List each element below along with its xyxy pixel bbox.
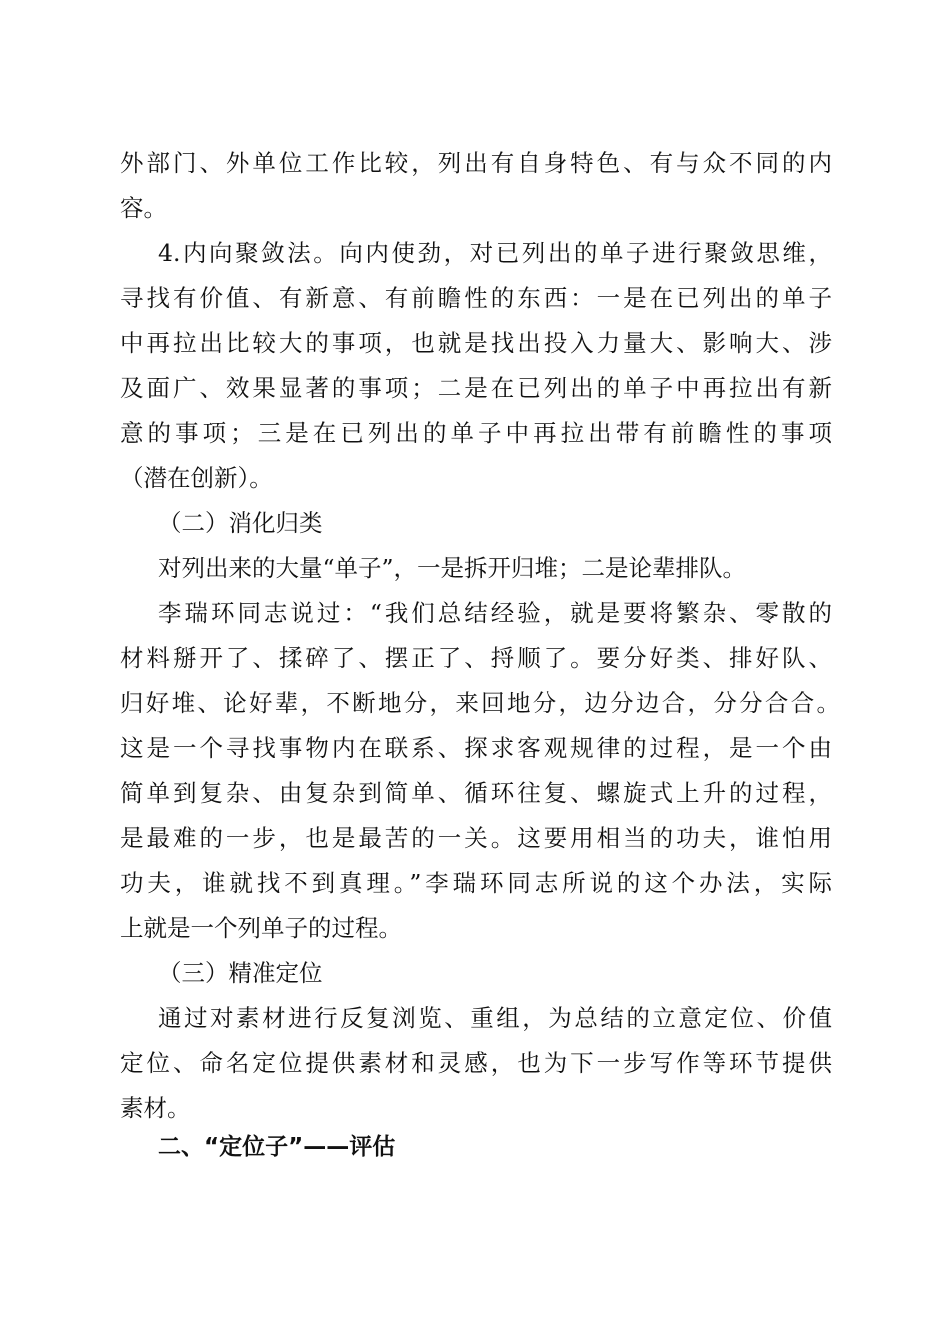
paragraph-line: 李瑞环同志说过：“我们总结经验，就是要将繁杂、零散的 [158,599,832,627]
paragraph-line: 上就是一个列单子的过程。 [120,914,402,942]
paragraph-line: 容。 [120,194,167,222]
paragraph-line: 这是一个寻找事物内在联系、探求客观规律的过程，是一个由 [120,734,832,762]
paragraph-line: 是最难的一步，也是最苦的一关。这要用相当的功夫，谁怕用 [120,824,832,852]
paragraph-line: 简单到复杂、由复杂到简单、循环往复、螺旋式上升的过程， [120,779,832,807]
paragraph-line: 寻找有价值、有新意、有前瞻性的东西：一是在已列出的单子 [120,284,832,312]
paragraph-line: 归好堆、论好辈，不断地分，来回地分，边分边合，分分合合。 [120,689,840,717]
paragraph-line: 素材。 [120,1094,191,1122]
section-heading-3: （三）精准定位 [158,959,323,987]
section-heading-2: （二）消化归类 [158,509,323,537]
chapter-heading: 二、“定位子”——评估 [158,1134,396,1160]
paragraph-line: 外部门、外单位工作比较，列出有自身特色、有与众不同的内 [120,149,832,177]
paragraph-line: （潜在创新）。 [120,464,273,492]
paragraph-line: 材料掰开了、揉碎了、摆正了、捋顺了。要分好类、排好队、 [120,644,832,672]
paragraph-line: 通过对素材进行反复浏览、重组，为总结的立意定位、价值 [158,1004,832,1032]
paragraph-line: 4.内向聚敛法。向内使劲，对已列出的单子进行聚敛思维， [158,239,832,267]
paragraph-line: 及面广、效果显著的事项；二是在已列出的单子中再拉出有新 [120,374,832,402]
paragraph-line: 意的事项；三是在已列出的单子中再拉出带有前瞻性的事项 [120,419,832,447]
paragraph-line: 功夫，谁就找不到真理。”李瑞环同志所说的这个办法，实际 [120,869,832,897]
paragraph-line: 中再拉出比较大的事项，也就是找出投入力量大、影响大、涉 [120,329,832,357]
paragraph-line: 定位、命名定位提供素材和灵感，也为下一步写作等环节提供 [120,1049,832,1077]
paragraph-line: 对列出来的大量“单子”，一是拆开归堆；二是论辈排队。 [158,554,747,582]
